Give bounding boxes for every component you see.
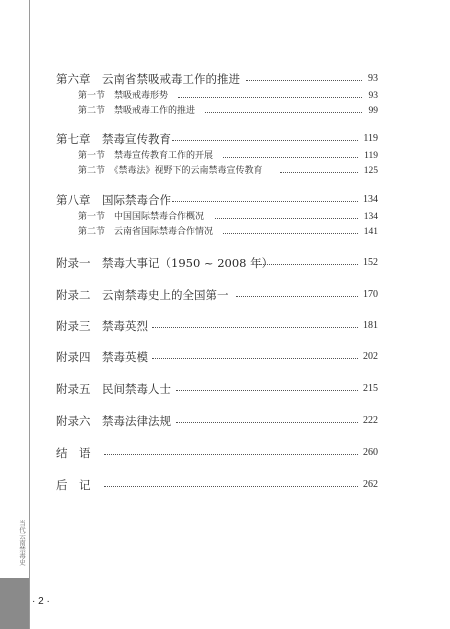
toc-entry-page: 152 <box>363 257 378 268</box>
toc-entry-label: 附录一 禁毒大事记（1950 ~ 2008 年） <box>56 256 274 270</box>
toc-entry-page: 141 <box>363 227 378 237</box>
toc-entry[interactable] <box>0 225 450 239</box>
dot-leader <box>256 264 358 265</box>
toc-entry-page: 260 <box>363 447 378 458</box>
toc-entry-page: 119 <box>363 133 378 144</box>
dot-leader <box>246 80 362 81</box>
toc-entry-page: 119 <box>364 151 378 161</box>
toc-entry-label: 第七章 禁毒宣传教育 <box>56 132 171 146</box>
toc-entry-page: 99 <box>368 106 378 116</box>
page-number: · 2 · <box>32 596 50 607</box>
dot-leader <box>104 454 358 455</box>
toc-entry-label: 第二节 禁吸戒毒工作的推进 <box>78 106 196 116</box>
toc-entry-label: 附录三 禁毒英烈 <box>56 319 148 333</box>
toc-entry[interactable] <box>0 446 450 460</box>
dot-leader <box>223 157 358 158</box>
toc-entry-page: 181 <box>363 320 378 331</box>
toc-entry-label: 附录六 禁毒法律法规 <box>56 414 171 428</box>
toc-entry-page: 170 <box>363 289 378 300</box>
toc-entry[interactable] <box>0 350 450 364</box>
toc-entry-label: 第八章 国际禁毒合作 <box>56 193 171 207</box>
toc-entry[interactable] <box>0 72 450 86</box>
book-title-vertical: 当代云南禁毒史 <box>18 520 26 566</box>
dot-leader <box>172 201 358 202</box>
toc-entry-label: 第一节 中国国际禁毒合作概况 <box>78 212 205 222</box>
toc-entry[interactable] <box>0 414 450 428</box>
dot-leader <box>236 296 358 297</box>
toc-entry[interactable] <box>0 382 450 396</box>
dot-leader <box>178 97 362 98</box>
dot-leader <box>176 390 358 391</box>
toc-entry[interactable] <box>0 319 450 333</box>
toc-entry-page: 134 <box>363 194 378 205</box>
toc-entry-page: 134 <box>363 212 378 222</box>
toc-entry-page: 125 <box>363 166 378 176</box>
toc-entry[interactable] <box>0 288 450 302</box>
toc-entry[interactable] <box>0 132 450 146</box>
toc-entry-page: 222 <box>363 415 378 426</box>
toc-entry-page: 93 <box>368 91 378 101</box>
toc-entry-page: 215 <box>363 383 378 394</box>
toc-entry-page: 93 <box>368 73 378 84</box>
toc-entry[interactable] <box>0 89 450 103</box>
toc-entry-label: 第二节 云南省国际禁毒合作情况 <box>78 227 214 237</box>
dot-leader <box>205 112 362 113</box>
toc-entry[interactable] <box>0 104 450 118</box>
toc-entry[interactable] <box>0 149 450 163</box>
dot-leader <box>176 422 358 423</box>
toc-entry[interactable] <box>0 478 450 492</box>
toc-entry-page: 262 <box>363 479 378 490</box>
toc-entry[interactable] <box>0 256 450 270</box>
dot-leader <box>104 486 358 487</box>
toc-entry-label: 附录四 禁毒英模 <box>56 350 148 364</box>
dot-leader <box>172 140 358 141</box>
dot-leader <box>223 233 358 234</box>
toc-entry-page: 202 <box>363 351 378 362</box>
toc-entry[interactable] <box>0 210 450 224</box>
toc-entry-label: 第一节 禁吸戒毒形势 <box>78 91 169 101</box>
toc-entry-label: 第六章 云南省禁吸戒毒工作的推进 <box>56 72 240 86</box>
dot-leader <box>280 172 358 173</box>
toc-entry-label: 附录五 民间禁毒人士 <box>56 382 171 396</box>
dot-leader <box>215 218 358 219</box>
toc-entry-label: 第二节 《禁毒法》视野下的云南禁毒宣传教育 <box>78 166 263 176</box>
toc-entry-label: 后 记 <box>56 478 91 492</box>
toc-entry-label: 附录二 云南禁毒史上的全国第一 <box>56 288 229 302</box>
toc-entry[interactable] <box>0 193 450 207</box>
toc-entry-label: 第一节 禁毒宣传教育工作的开展 <box>78 151 214 161</box>
toc-entry[interactable] <box>0 164 450 178</box>
side-color-strip <box>0 578 29 629</box>
dot-leader <box>152 358 358 359</box>
dot-leader <box>152 327 358 328</box>
toc-entry-label: 结 语 <box>56 446 91 460</box>
